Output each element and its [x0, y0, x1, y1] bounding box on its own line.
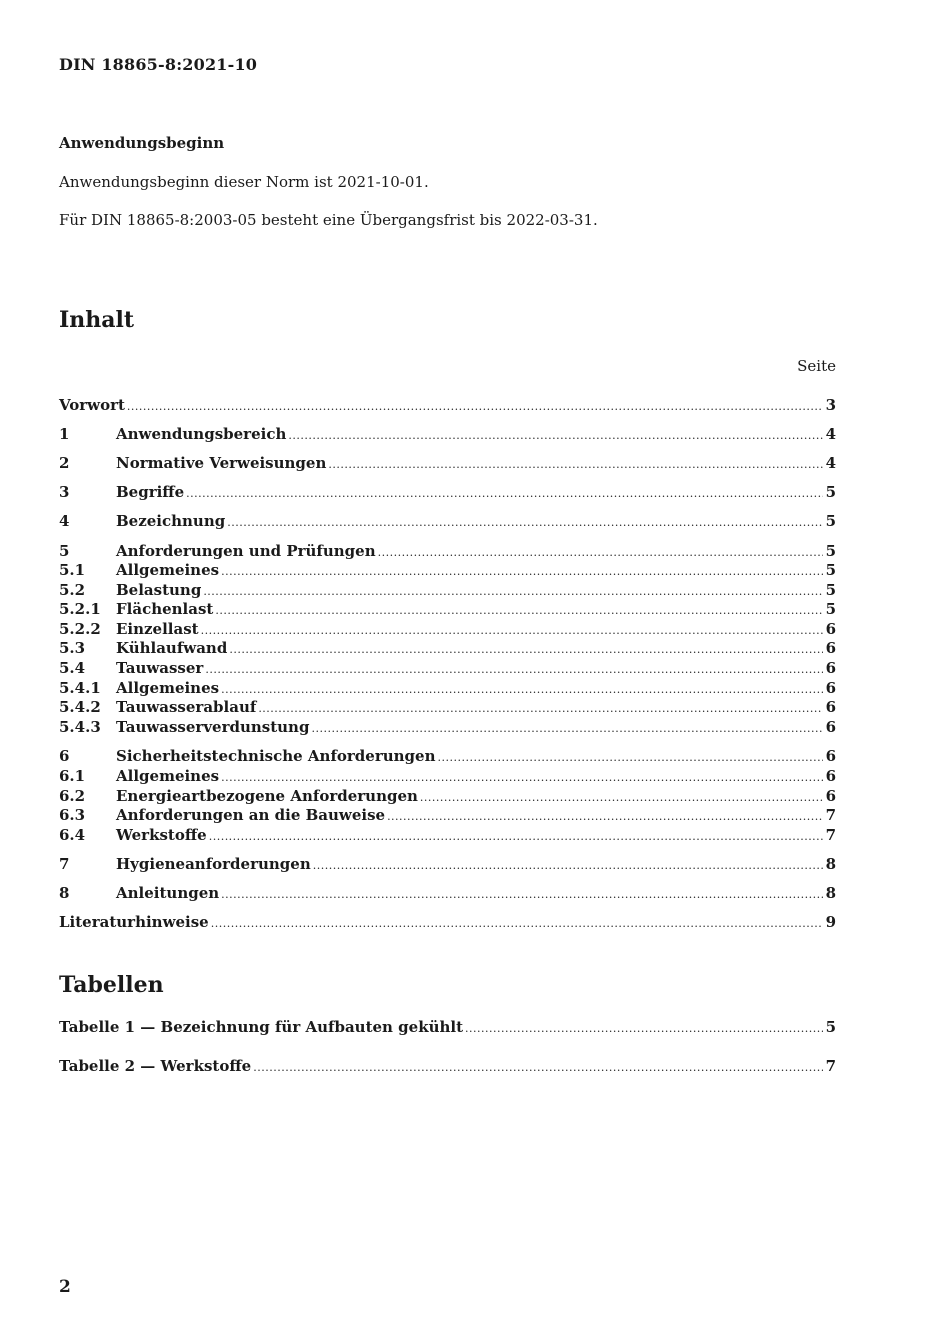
dot-leader: [465, 1022, 823, 1035]
toc-entry-title: Anforderungen und Prüfungen: [116, 542, 376, 560]
toc-entry-number: 3: [59, 483, 70, 501]
page-column-label: Seite: [797, 357, 836, 375]
dot-leader: [203, 585, 822, 598]
toc-entry-page: 8: [825, 884, 836, 902]
toc-entry-5[interactable]: [59, 542, 836, 561]
dot-leader: [209, 830, 823, 843]
toc-entry-2[interactable]: [59, 454, 836, 473]
application-start-text: Anwendungsbeginn dieser Norm ist 2021-10-01.: [59, 173, 429, 191]
toc-entry-title: Tauwasserverdunstung: [116, 718, 310, 736]
toc-entry-page: 7: [825, 826, 836, 844]
toc-entry-4[interactable]: [59, 512, 836, 531]
tables-heading: Tabellen: [59, 972, 164, 998]
dot-leader: [221, 683, 822, 696]
toc-entry-number: 8: [59, 884, 70, 902]
dot-leader: [420, 791, 823, 804]
dot-leader: [227, 516, 822, 529]
toc-entry-number: 6.1: [59, 767, 86, 785]
toc-entry-title: Hygieneanforderungen: [116, 855, 311, 873]
toc-entry-page: 5: [825, 561, 836, 579]
toc-entry-title: Allgemeines: [116, 561, 220, 579]
toc-entry-number: 5.4.1: [59, 679, 101, 697]
toc-entry-number: 2: [59, 454, 70, 472]
toc-entry-number: 7: [59, 855, 70, 873]
toc-entry-page: 4: [825, 454, 836, 472]
toc-entry-title: Literaturhinweise: [59, 913, 209, 931]
toc-entry-title: Energieartbezogene Anforderungen: [116, 787, 418, 805]
toc-entry-number: 6: [59, 747, 70, 765]
toc-entry-6-4[interactable]: [59, 826, 836, 845]
dot-leader: [201, 624, 823, 637]
table-entry-page: 5: [825, 1018, 836, 1036]
toc-entry-title: Allgemeines: [116, 679, 220, 697]
page-number: 2: [59, 1277, 71, 1297]
toc-entry-page: 6: [825, 787, 836, 805]
toc-entry-title: Vorwort: [59, 396, 125, 414]
table-entry-page: 7: [825, 1057, 836, 1075]
toc-entry-title: Anforderungen an die Bauweise: [116, 806, 386, 824]
dot-leader: [221, 888, 822, 901]
toc-entry-page: 6: [825, 659, 836, 677]
toc-entry-page: 4: [825, 425, 836, 443]
toc-entry-page: 6: [825, 679, 836, 697]
toc-entry-page: 9: [825, 913, 836, 931]
toc-entry-1[interactable]: [59, 425, 836, 444]
toc-entry-number: 6.4: [59, 826, 86, 844]
table-entry-2[interactable]: [59, 1057, 836, 1076]
toc-entry-title: Flächenlast: [116, 600, 214, 618]
toc-entry-title: Einzellast: [116, 620, 199, 638]
toc-entry-5-4[interactable]: [59, 659, 836, 678]
toc-entry-page: 6: [825, 639, 836, 657]
toc-entry-title: Tauwasserablauf: [116, 698, 257, 716]
toc-entry-5-4-2[interactable]: [59, 698, 836, 717]
toc-entry-6-1[interactable]: [59, 767, 836, 786]
toc-entry-5-2-2[interactable]: [59, 620, 836, 639]
toc-entry-5-2-1[interactable]: [59, 600, 836, 619]
toc-entry-literaturhinweise[interactable]: [59, 913, 836, 932]
toc-entry-5-2[interactable]: [59, 581, 836, 600]
toc-entry-number: 5.2.1: [59, 600, 101, 618]
toc-entry-5-3[interactable]: [59, 639, 836, 658]
toc-entry-number: 5.4.3: [59, 718, 101, 736]
toc-entry-number: 5.2: [59, 581, 86, 599]
table-entry-title: Tabelle 1 — Bezeichnung für Aufbauten gekühlt: [59, 1018, 464, 1036]
dot-leader: [211, 917, 823, 930]
dot-leader: [258, 702, 822, 715]
toc-entry-title: Anwendungsbereich: [116, 425, 287, 443]
dot-leader: [387, 810, 823, 823]
toc-entry-page: 5: [825, 600, 836, 618]
toc-entry-number: 5.1: [59, 561, 86, 579]
dot-leader: [311, 722, 822, 735]
toc-entry-title: Kühlaufwand: [116, 639, 228, 657]
toc-entry-number: 4: [59, 512, 70, 530]
toc-entry-number: 5.2.2: [59, 620, 101, 638]
toc-entry-page: 5: [825, 483, 836, 501]
toc-entry-5-4-3[interactable]: [59, 718, 836, 737]
toc-entry-title: Begriffe: [116, 483, 185, 501]
toc-entry-number: 5: [59, 542, 70, 560]
toc-entry-title: Allgemeines: [116, 767, 220, 785]
dot-leader: [127, 400, 823, 413]
dot-leader: [288, 429, 822, 442]
toc-entry-page: 5: [825, 581, 836, 599]
dot-leader: [253, 1061, 822, 1074]
transition-period-text: Für DIN 18865-8:2003-05 besteht eine Übergangsfrist bis 2022-03-31.: [59, 211, 598, 229]
toc-entry-6-2[interactable]: [59, 787, 836, 806]
toc-entry-page: 6: [825, 767, 836, 785]
toc-entry-page: 5: [825, 512, 836, 530]
toc-entry-page: 8: [825, 855, 836, 873]
toc-entry-page: 6: [825, 620, 836, 638]
table-entry-title: Tabelle 2 — Werkstoffe: [59, 1057, 252, 1075]
dot-leader: [215, 604, 822, 617]
dot-leader: [438, 751, 823, 764]
dot-leader: [378, 546, 823, 559]
toc-entry-number: 5.3: [59, 639, 86, 657]
toc-entry-5-4-1[interactable]: [59, 679, 836, 698]
dot-leader: [221, 771, 822, 784]
dot-leader: [313, 859, 823, 872]
toc-entry-8[interactable]: [59, 884, 836, 903]
toc-entry-title: Tauwasser: [116, 659, 204, 677]
toc-entry-title: Belastung: [116, 581, 202, 599]
toc-entry-3[interactable]: [59, 483, 836, 502]
toc-entry-5-1[interactable]: [59, 561, 836, 580]
toc-entry-title: Bezeichnung: [116, 512, 226, 530]
dot-leader: [229, 643, 822, 656]
dot-leader: [205, 663, 822, 676]
toc-entry-number: 5.4.2: [59, 698, 101, 716]
toc-entry-number: 5.4: [59, 659, 86, 677]
toc-entry-page: 6: [825, 698, 836, 716]
dot-leader: [328, 458, 822, 471]
dot-leader: [186, 487, 822, 500]
toc-entry-6[interactable]: [59, 747, 836, 766]
toc-entry-number: 6.2: [59, 787, 86, 805]
table-entry-1[interactable]: [59, 1018, 836, 1037]
toc-entry-page: 3: [825, 396, 836, 414]
toc-entry-page: 5: [825, 542, 836, 560]
toc-entry-title: Werkstoffe: [116, 826, 207, 844]
document-id: DIN 18865-8:2021-10: [59, 55, 258, 74]
application-heading: Anwendungsbeginn: [59, 134, 225, 152]
toc-entry-page: 6: [825, 718, 836, 736]
toc-entry-title: Normative Verweisungen: [116, 454, 327, 472]
toc-entry-page: 6: [825, 747, 836, 765]
toc-entry-title: Anleitungen: [116, 884, 220, 902]
toc-heading: Inhalt: [59, 307, 135, 333]
toc-entry-title: Sicherheitstechnische Anforderungen: [116, 747, 436, 765]
toc-entry-6-3[interactable]: [59, 806, 836, 825]
dot-leader: [221, 565, 822, 578]
toc-entry-vorwort[interactable]: [59, 396, 836, 415]
toc-entry-number: 1: [59, 425, 70, 443]
toc-entry-7[interactable]: [59, 855, 836, 874]
toc-entry-page: 7: [825, 806, 836, 824]
toc-entry-number: 6.3: [59, 806, 86, 824]
